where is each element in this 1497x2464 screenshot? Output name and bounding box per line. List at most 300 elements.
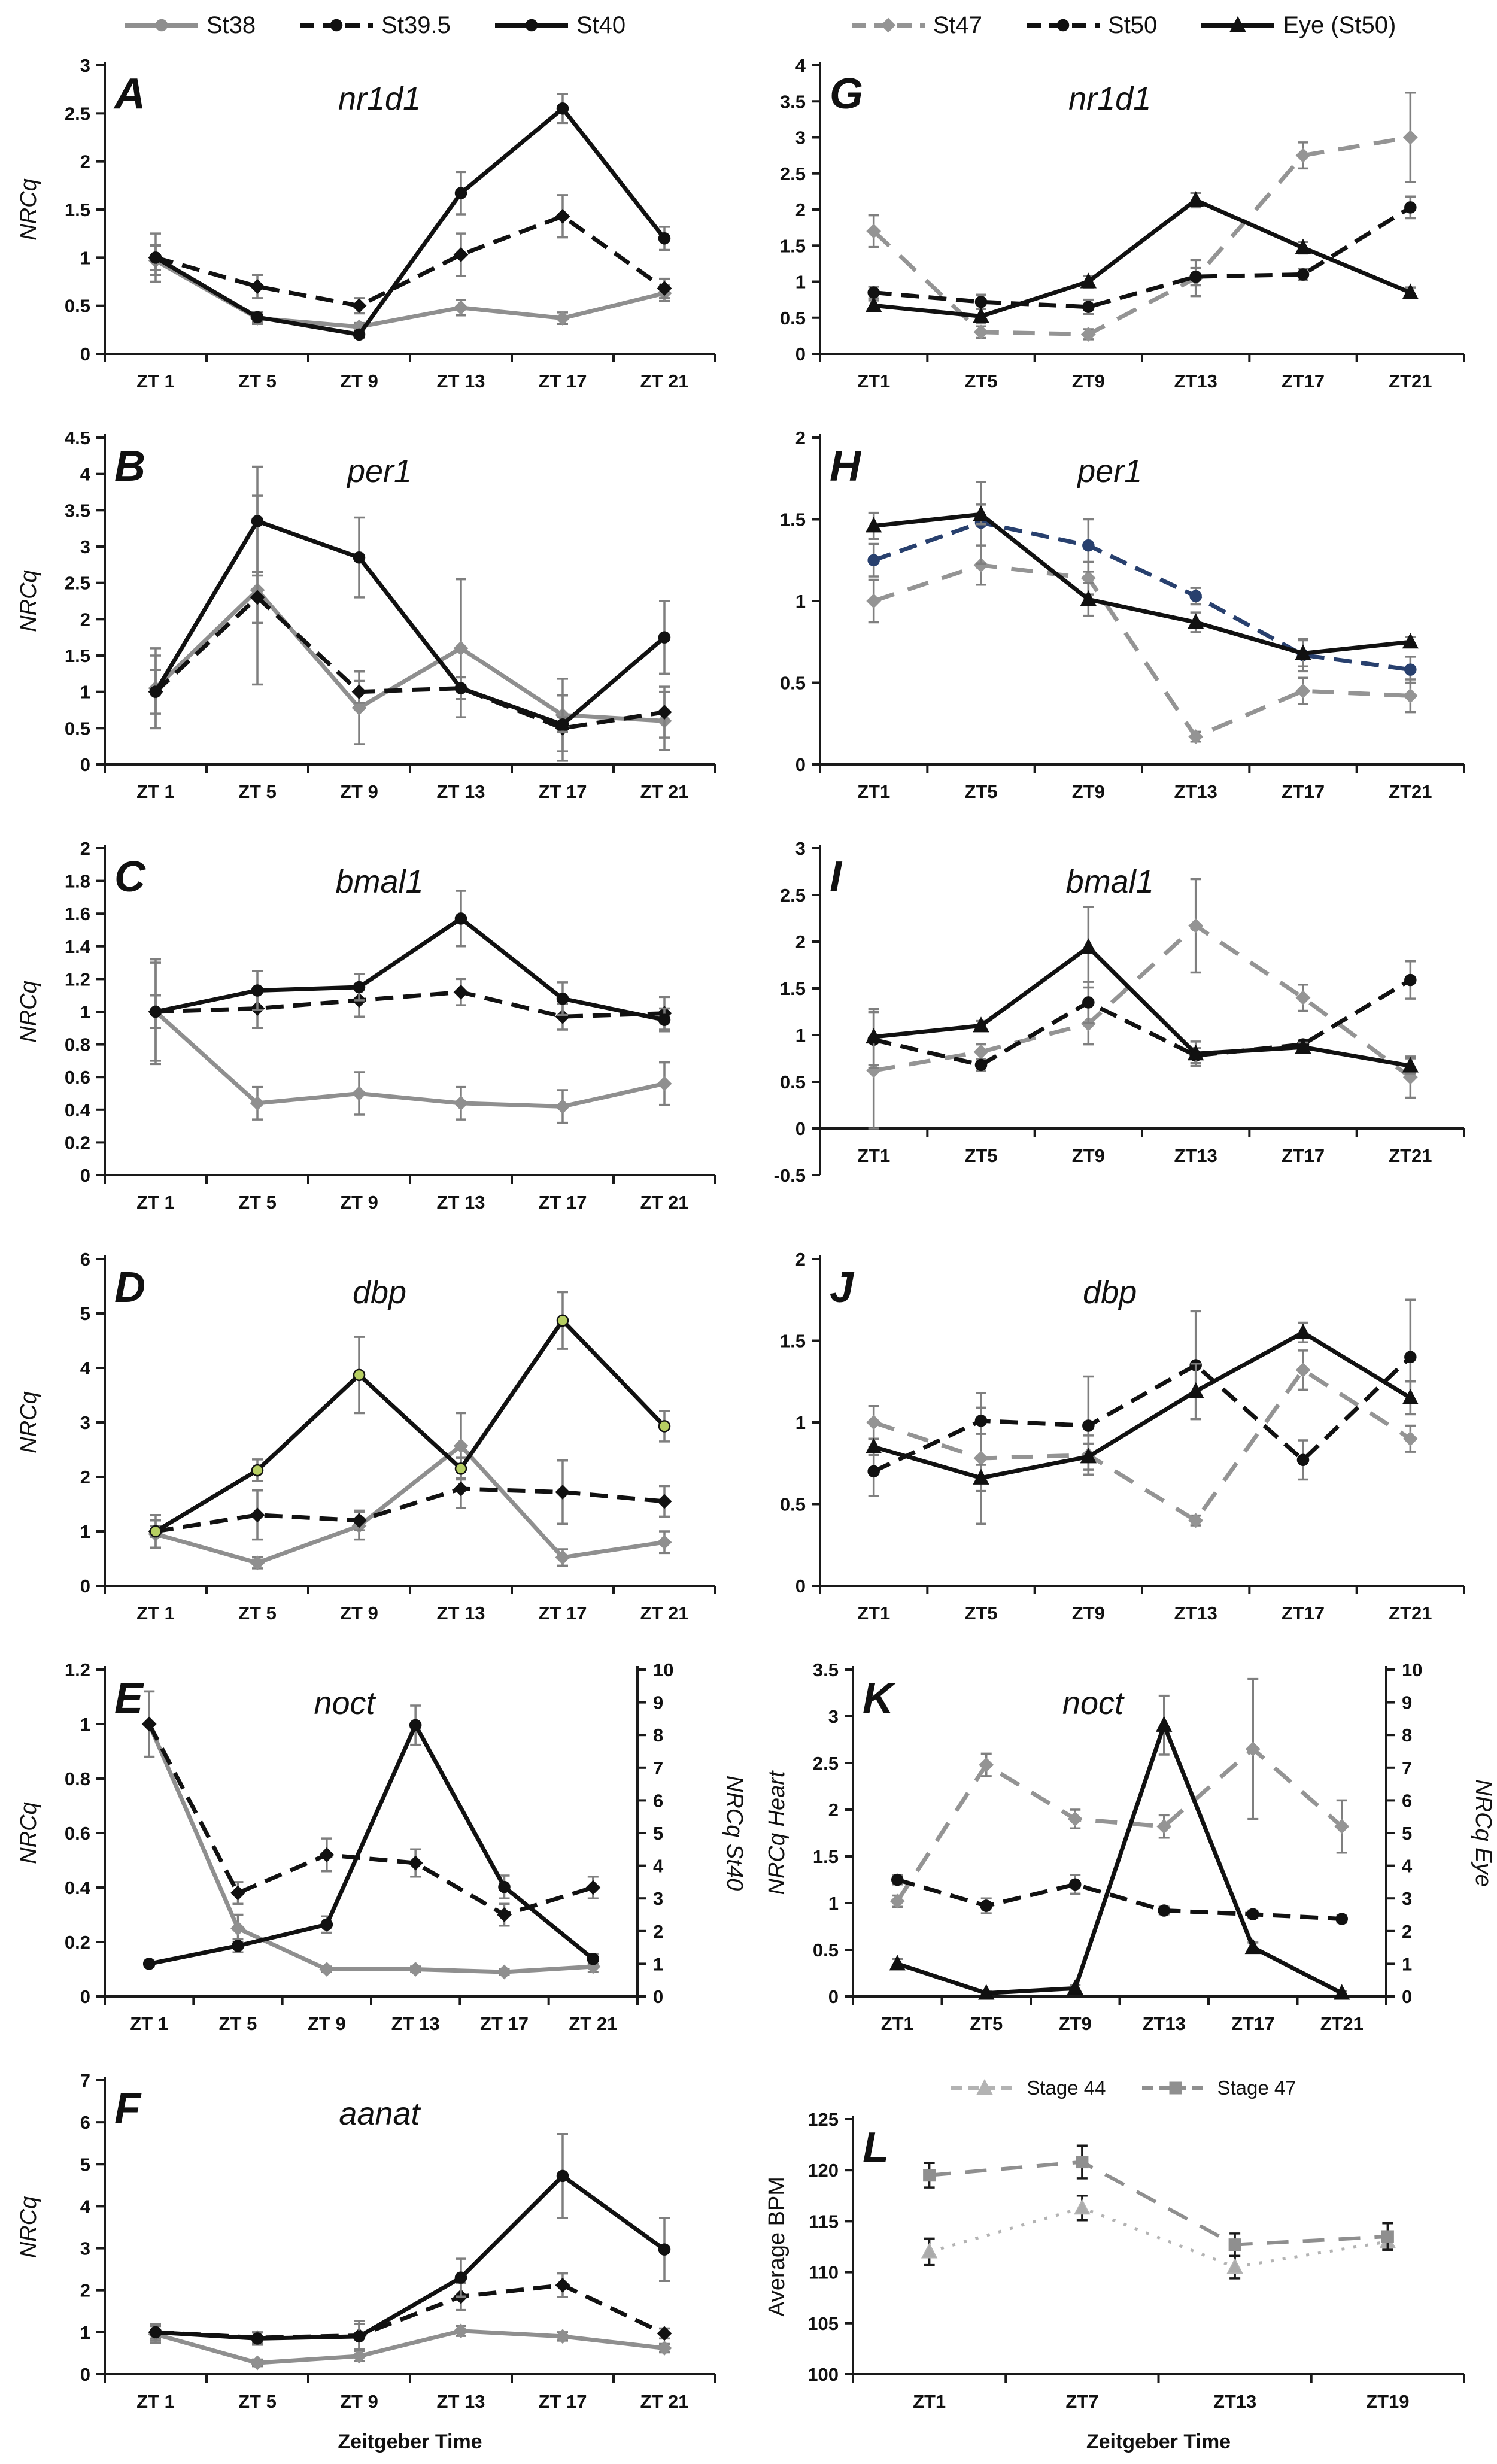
y-tick-label: 0 xyxy=(795,754,806,775)
marker-circle xyxy=(1405,664,1416,675)
x-tick-label: ZT1 xyxy=(857,1145,891,1166)
series-line xyxy=(874,200,1411,316)
y-tick-label: 0.4 xyxy=(64,1099,90,1121)
panel-K xyxy=(748,1643,1497,2053)
y-tick-label: 110 xyxy=(808,2262,839,2283)
x-tick-label: ZT 21 xyxy=(640,1192,689,1213)
marker-triangle xyxy=(1189,192,1203,206)
y-right-tick-label: 9 xyxy=(1402,1692,1413,1713)
series-line xyxy=(156,521,664,725)
y-tick-label: 2 xyxy=(80,151,90,172)
marker-circle xyxy=(156,20,167,31)
marker-circle xyxy=(354,982,365,993)
y-tick-label: 2 xyxy=(795,1249,806,1270)
y-right-tick-label: 5 xyxy=(653,1823,664,1844)
x-tick-label: ZT 9 xyxy=(340,1192,378,1213)
panel-letter: H xyxy=(830,442,861,490)
series-St39-5 xyxy=(149,1461,671,1540)
marker-circle xyxy=(1405,975,1416,985)
y-right-tick-label: 0 xyxy=(1402,1986,1413,2007)
x-axis-label: Zeitgeber Time xyxy=(338,2430,482,2453)
marker-circle xyxy=(354,552,365,563)
marker-circle xyxy=(1247,1909,1258,1920)
x-tick-label: ZT 13 xyxy=(436,781,485,802)
y-right-tick-label: 7 xyxy=(1402,1757,1413,1779)
y-tick-label: 1.4 xyxy=(64,936,90,957)
y-tick-label: 1 xyxy=(80,1714,90,1735)
marker-circle xyxy=(150,1006,161,1017)
x-tick-label: ZT 1 xyxy=(136,1603,175,1624)
panel-letter: I xyxy=(830,853,842,901)
legend-item-St39-5 xyxy=(297,12,451,39)
marker-circle xyxy=(252,516,263,527)
panel-B-chart xyxy=(0,411,748,821)
y-tick-label: 0.6 xyxy=(64,1067,90,1088)
x-tick-label: ZT13 xyxy=(1213,2391,1257,2412)
y-tick-label: 1.5 xyxy=(779,978,806,999)
series-St38 xyxy=(149,2325,671,2369)
y-tick-label: 1 xyxy=(80,2322,90,2343)
series-St50 xyxy=(869,196,1416,314)
panel-G xyxy=(748,0,1497,411)
x-tick-label: ZT 17 xyxy=(480,2013,529,2034)
marker-circle xyxy=(1191,591,1201,602)
panel-letter: F xyxy=(114,2085,141,2133)
marker-triangle xyxy=(1157,1717,1171,1731)
y-right-tick-label: 10 xyxy=(653,1659,674,1680)
legend-sample-Eye-St50- xyxy=(1199,14,1277,36)
marker-circle xyxy=(1405,1352,1416,1363)
legend-sample-St38 xyxy=(123,14,201,36)
x-tick-label: ZT 13 xyxy=(436,1603,485,1624)
marker-diamond xyxy=(409,1963,422,1976)
y-right-tick-label: 2 xyxy=(1402,1920,1413,1942)
marker-circle xyxy=(659,632,670,643)
marker-circle xyxy=(150,2327,161,2338)
marker-triangle xyxy=(1075,2200,1089,2214)
y-right-tick-label: 9 xyxy=(653,1692,664,1713)
series-Eye-St50- xyxy=(890,1696,1349,1999)
panel-letter: K xyxy=(863,1674,894,1722)
x-tick-label: ZT 5 xyxy=(238,1192,277,1213)
marker-diamond xyxy=(974,1045,988,1058)
series-St47 xyxy=(867,879,1417,1128)
y-tick-label: 4.5 xyxy=(64,427,90,448)
x-tick-label: ZT21 xyxy=(1389,781,1432,802)
y-tick-label: 0.5 xyxy=(64,295,90,317)
x-tick-label: ZT 13 xyxy=(436,1192,485,1213)
marker-circle xyxy=(1083,1420,1094,1431)
y-tick-label: 115 xyxy=(808,2211,839,2232)
x-tick-label: ZT13 xyxy=(1142,2013,1186,2034)
x-tick-label: ZT 5 xyxy=(218,2013,257,2034)
series-St40 xyxy=(144,1706,599,1969)
panel-title: aanat xyxy=(339,2096,420,2132)
x-tick-label: ZT17 xyxy=(1231,2013,1275,2034)
series-Eye-St50- xyxy=(867,907,1418,1073)
x-tick-label: ZT5 xyxy=(964,1603,998,1624)
y-axis-label: NRCq xyxy=(16,178,41,241)
y-tick-label: 0.5 xyxy=(64,718,90,739)
y-right-tick-label: 1 xyxy=(653,1953,664,1975)
x-tick-label: ZT 9 xyxy=(340,2391,378,2412)
legend-item-St50 xyxy=(1024,12,1157,39)
y-tick-label: 3 xyxy=(80,55,90,76)
marker-diamond xyxy=(320,1848,333,1861)
y-tick-label: 0 xyxy=(80,2364,90,2385)
y-tick-label: 100 xyxy=(807,2364,839,2385)
marker-circle xyxy=(354,1370,365,1380)
x-tick-label: ZT5 xyxy=(964,781,998,802)
x-tick-label: ZT19 xyxy=(1366,2391,1410,2412)
y-tick-label: 0.2 xyxy=(64,1932,90,1953)
legend-right-column xyxy=(748,0,1497,50)
panel-letter: L xyxy=(863,2124,889,2172)
panel-letter: G xyxy=(830,70,864,118)
y-tick-label: 5 xyxy=(80,1303,90,1324)
panel-D xyxy=(0,1232,748,1643)
x-tick-label: ZT13 xyxy=(1174,371,1217,392)
y-tick-label: 1 xyxy=(80,247,90,269)
marker-diamond xyxy=(232,1886,245,1899)
series-line xyxy=(874,1333,1411,1478)
panel-L xyxy=(748,2053,1497,2464)
y-tick-label: 105 xyxy=(807,2313,839,2334)
marker-circle xyxy=(456,2272,466,2283)
y-tick-label: 1.5 xyxy=(779,235,806,257)
series-Stage-47 xyxy=(924,2146,1394,2256)
y-tick-label: 0 xyxy=(795,1118,806,1139)
marker-diamond xyxy=(454,301,467,314)
marker-circle xyxy=(499,1882,510,1892)
marker-circle xyxy=(410,1720,421,1731)
marker-circle xyxy=(869,555,879,566)
series-line xyxy=(156,2285,664,2338)
y-tick-label: 2 xyxy=(80,2280,90,2301)
marker-diamond xyxy=(556,312,569,325)
legend-sample-St50 xyxy=(1024,14,1102,36)
series-St47 xyxy=(867,1351,1417,1527)
legend-left-column xyxy=(0,0,748,50)
y-axis-label: Average BPM xyxy=(764,2177,790,2317)
x-tick-label: ZT 1 xyxy=(136,371,175,392)
series-St40 xyxy=(150,467,670,732)
series-St47 xyxy=(867,93,1417,341)
series-line xyxy=(156,1489,664,1531)
panel-letter: C xyxy=(114,853,145,901)
series-line xyxy=(897,1880,1342,1919)
panel-F-chart xyxy=(0,2053,748,2464)
y-tick-label: 0 xyxy=(795,344,806,365)
x-tick-label: ZT 1 xyxy=(136,1192,175,1213)
panel-C xyxy=(0,821,748,1232)
marker-circle xyxy=(456,188,466,199)
y-tick-label: 0 xyxy=(795,1576,806,1597)
marker-diamond xyxy=(1404,689,1417,702)
y-axis-label: NRCq Heart xyxy=(764,1771,790,1895)
legend-label: St39.5 xyxy=(381,11,451,38)
legend-label: St47 xyxy=(933,11,983,38)
legend-item-St38 xyxy=(123,12,256,39)
panel-letter: B xyxy=(114,442,145,490)
x-tick-label: ZT9 xyxy=(1071,371,1105,392)
marker-diamond xyxy=(658,1536,671,1549)
x-tick-label: ZT 5 xyxy=(238,781,277,802)
marker-circle xyxy=(976,1060,986,1070)
x-tick-label: ZT 1 xyxy=(130,2013,169,2034)
y-tick-label: 5 xyxy=(80,2154,90,2175)
legend-item-Stage-44 xyxy=(949,2077,1106,2099)
x-tick-label: ZT 21 xyxy=(640,1603,689,1624)
x-tick-label: ZT 17 xyxy=(538,781,587,802)
panel-title: nr1d1 xyxy=(338,81,421,117)
marker-circle xyxy=(150,687,161,697)
marker-diamond xyxy=(353,1087,366,1100)
y-right-tick-label: 2 xyxy=(653,1920,664,1942)
marker-circle xyxy=(150,252,161,263)
panel-title: noct xyxy=(1062,1685,1123,1721)
marker-diamond xyxy=(587,1881,600,1894)
y-tick-label: 1 xyxy=(795,271,806,293)
marker-circle xyxy=(354,2331,365,2342)
x-tick-label: ZT13 xyxy=(1174,1603,1217,1624)
x-tick-label: ZT 13 xyxy=(436,371,485,392)
panel-F xyxy=(0,2053,748,2464)
marker-diamond xyxy=(353,299,366,312)
marker-circle xyxy=(1191,271,1201,282)
panel-E-chart xyxy=(0,1643,748,2053)
legend-label: St40 xyxy=(576,11,626,38)
marker-diamond xyxy=(409,1856,422,1870)
marker-circle xyxy=(659,233,670,244)
y-tick-label: 4 xyxy=(80,2196,90,2217)
legend-sample-St39-5 xyxy=(297,14,375,36)
x-axis-label: Zeitgeber Time xyxy=(1086,2430,1231,2453)
series-St47 xyxy=(867,545,1417,743)
marker-circle xyxy=(331,20,342,31)
x-tick-label: ZT 5 xyxy=(238,371,277,392)
panel-H-chart xyxy=(748,411,1497,821)
y-axis-label: NRCq xyxy=(16,981,41,1043)
y-tick-label: 3 xyxy=(80,1412,90,1433)
y-tick-label: 1.5 xyxy=(64,199,90,220)
x-tick-label: ZT1 xyxy=(913,2391,946,2412)
y-tick-label: 3.5 xyxy=(779,91,806,113)
panel-title: per1 xyxy=(1077,453,1143,489)
y-tick-label: 1.2 xyxy=(64,969,90,990)
y-tick-label: 2.5 xyxy=(812,1753,839,1774)
y-tick-label: 0 xyxy=(828,1986,839,2007)
x-tick-label: ZT 17 xyxy=(538,2391,587,2412)
x-tick-label: ZT5 xyxy=(970,2013,1003,2034)
y-tick-label: 1 xyxy=(80,1002,90,1022)
marker-circle xyxy=(1337,1914,1347,1925)
x-tick-label: ZT 21 xyxy=(640,371,689,392)
x-tick-label: ZT17 xyxy=(1281,371,1325,392)
y-tick-label: -0.5 xyxy=(773,1165,806,1186)
series-line xyxy=(156,108,664,335)
marker-diamond xyxy=(498,1965,511,1979)
marker-diamond xyxy=(867,1416,880,1429)
y-tick-label: 0.4 xyxy=(64,1877,90,1898)
marker-diamond xyxy=(454,1482,467,1495)
marker-diamond xyxy=(658,1495,671,1508)
series-Eye-St50- xyxy=(867,505,1418,666)
y-tick-label: 0.5 xyxy=(779,672,806,694)
marker-circle xyxy=(1405,202,1416,213)
series-line xyxy=(874,1357,1411,1471)
marker-diamond xyxy=(556,1485,569,1498)
y-tick-label: 3 xyxy=(795,127,806,148)
series-line xyxy=(874,1370,1411,1521)
panel-letter: D xyxy=(114,1264,145,1312)
series-St50 xyxy=(892,1874,1347,1925)
y-tick-label: 2 xyxy=(80,838,90,859)
marker-triangle xyxy=(1228,2259,1242,2273)
legend-item-Stage-47 xyxy=(1140,2077,1296,2099)
panel-letter: A xyxy=(114,70,145,118)
series-line xyxy=(874,523,1411,670)
y-tick-label: 0.8 xyxy=(64,1034,90,1055)
series-St39-5 xyxy=(142,1691,600,1925)
y-right-tick-label: 8 xyxy=(1402,1725,1413,1746)
panel-H xyxy=(748,411,1497,821)
series-line xyxy=(874,947,1411,1066)
y-axis-right-label: NRCq St40 xyxy=(722,1775,747,1891)
panel-K-chart xyxy=(748,1643,1497,2053)
x-tick-label: ZT 9 xyxy=(307,2013,346,2034)
x-tick-label: ZT21 xyxy=(1320,2013,1364,2034)
y-tick-label: 1 xyxy=(795,1412,806,1433)
marker-diamond xyxy=(1296,149,1310,162)
marker-circle xyxy=(557,2171,568,2181)
panel-J xyxy=(748,1232,1497,1643)
marker-circle xyxy=(976,296,986,307)
series-St39-5 xyxy=(149,572,671,760)
x-tick-label: ZT1 xyxy=(857,1603,891,1624)
panel-G-chart xyxy=(748,50,1497,411)
y-tick-label: 4 xyxy=(795,55,806,76)
y-tick-label: 1 xyxy=(80,681,90,703)
y-tick-label: 0 xyxy=(80,1576,90,1597)
series-line xyxy=(874,514,1411,653)
series-line xyxy=(897,1749,1342,1901)
legend-sample-Stage-47 xyxy=(1140,2077,1211,2099)
y-right-tick-label: 6 xyxy=(1402,1790,1413,1811)
panel-J-chart xyxy=(748,1232,1497,1643)
marker-circle xyxy=(252,1465,263,1476)
y-tick-label: 125 xyxy=(807,2109,839,2130)
legend-item-Eye-St50- xyxy=(1199,12,1396,39)
y-axis-label: NRCq xyxy=(16,2196,41,2259)
marker-diamond xyxy=(232,1922,245,1935)
y-right-tick-label: 3 xyxy=(1402,1888,1413,1910)
x-tick-label: ZT 9 xyxy=(340,781,378,802)
panel-title: nr1d1 xyxy=(1068,81,1152,117)
x-tick-label: ZT7 xyxy=(1065,2391,1099,2412)
marker-circle xyxy=(981,1901,992,1911)
marker-circle xyxy=(456,1463,466,1474)
legend-item-St47 xyxy=(849,12,982,39)
y-tick-label: 3 xyxy=(80,536,90,557)
x-tick-label: ZT9 xyxy=(1058,2013,1092,2034)
marker-circle xyxy=(976,1415,986,1426)
y-tick-label: 6 xyxy=(80,1249,90,1270)
y-tick-label: 2 xyxy=(795,199,806,220)
x-tick-label: ZT21 xyxy=(1389,1145,1432,1166)
marker-circle xyxy=(869,287,879,298)
series-Eye-St50- xyxy=(867,192,1418,323)
x-tick-label: ZT1 xyxy=(857,371,891,392)
panel-L-chart xyxy=(748,2107,1497,2464)
marker-diamond xyxy=(1404,131,1417,144)
y-right-tick-label: 4 xyxy=(653,1855,664,1877)
x-tick-label: ZT 5 xyxy=(238,1603,277,1624)
y-tick-label: 1.6 xyxy=(64,903,90,925)
marker-diamond xyxy=(882,19,895,32)
marker-diamond xyxy=(1296,1364,1310,1377)
x-tick-label: ZT 21 xyxy=(569,2013,618,2034)
y-tick-label: 1.5 xyxy=(812,1846,839,1867)
marker-triangle xyxy=(1081,939,1095,953)
marker-circle xyxy=(659,1015,670,1025)
x-tick-label: ZT21 xyxy=(1389,1603,1432,1624)
marker-circle xyxy=(1298,269,1308,280)
series-St38 xyxy=(149,963,671,1123)
y-tick-label: 2 xyxy=(80,1467,90,1488)
y-tick-label: 4 xyxy=(80,463,90,485)
y-tick-label: 0 xyxy=(80,1986,90,2007)
marker-square xyxy=(1170,2082,1182,2094)
y-tick-label: 1 xyxy=(795,591,806,612)
marker-diamond xyxy=(251,1509,264,1522)
x-tick-label: ZT17 xyxy=(1281,1145,1325,1166)
y-axis-label: NRCq xyxy=(16,1391,41,1453)
x-tick-label: ZT 13 xyxy=(391,2013,440,2034)
marker-circle xyxy=(233,1940,244,1951)
y-axis-label: NRCq xyxy=(16,1802,41,1864)
panel-title: dbp xyxy=(352,1275,407,1310)
x-tick-label: ZT 13 xyxy=(436,2391,485,2412)
panel-letter: E xyxy=(114,1674,144,1722)
marker-diamond xyxy=(974,1452,988,1465)
y-right-tick-label: 8 xyxy=(653,1725,664,1746)
series-line xyxy=(874,138,1411,335)
marker-square xyxy=(1381,2231,1393,2243)
y-right-tick-label: 5 xyxy=(1402,1823,1413,1844)
marker-circle xyxy=(456,683,466,694)
legend-label: St50 xyxy=(1108,11,1158,38)
panel-E xyxy=(0,1643,748,2053)
marker-circle xyxy=(1058,20,1068,31)
y-tick-label: 0.5 xyxy=(812,1940,839,1961)
series-line xyxy=(149,1725,593,1964)
x-tick-label: ZT 21 xyxy=(640,2391,689,2412)
series-line xyxy=(149,1724,593,1915)
y-tick-label: 0 xyxy=(80,1165,90,1186)
marker-circle xyxy=(354,329,365,340)
y-right-tick-label: 1 xyxy=(1402,1953,1413,1975)
panel-letter: J xyxy=(830,1264,854,1312)
y-tick-label: 0.5 xyxy=(779,1494,806,1515)
x-tick-label: ZT 9 xyxy=(340,371,378,392)
y-tick-label: 1.8 xyxy=(64,870,90,892)
x-tick-label: ZT 21 xyxy=(640,781,689,802)
x-tick-label: ZT21 xyxy=(1389,371,1432,392)
y-tick-label: 3 xyxy=(795,838,806,859)
series-St38 xyxy=(149,246,671,333)
y-tick-label: 7 xyxy=(80,2070,90,2091)
